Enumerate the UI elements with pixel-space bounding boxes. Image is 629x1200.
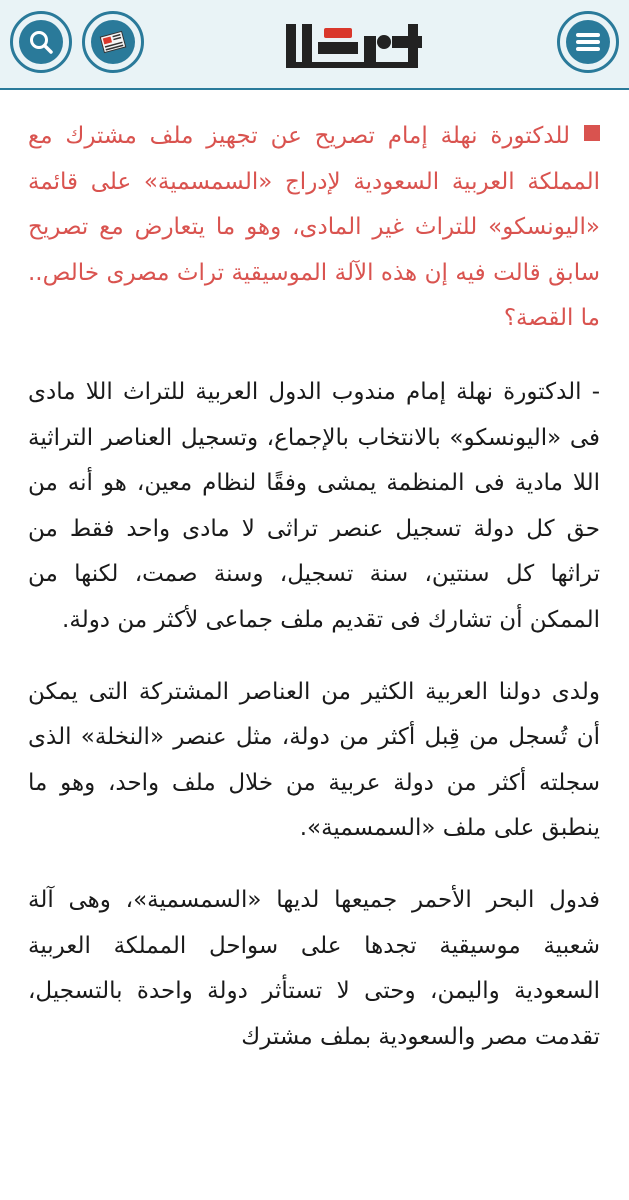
bullet-square-icon [584, 125, 600, 141]
article-paragraph-2: ولدى دولنا العربية الكثير من العناصر المشتركة التى يمكن أن تُسجل من قِبل أكثر من دولة، مثل عنصر «النخلة» الذى سجلته أكثر من دولة عربية من خلال ملف واحد، وهو ما ينطبق على ملف «السمسمية». [28, 678, 600, 842]
article-paragraph-1: - الدكتورة نهلة إمام مندوب الدول العربية للتراث اللا مادى فى «اليونسكو» بالانتخاب بالإجماع، وتسجيل العناصر التراثية اللا مادية فى المنظمة يمشى وفقًا لنظام معين، هو أنه من حق كل دولة تسجيل عنصر تراثى لا مادى واحد فقط من تراثها كل سنتين، سنة تسجيل، وسنة صمت، لكنها من الممكن أن تشارك فى تقديم ملف جماعى لأكثر من دولة. [28, 378, 600, 633]
hamburger-menu-icon [566, 20, 610, 64]
lead-text: للدكتورة نهلة إمام تصريح عن تجهيز ملف مشترك مع المملكة العربية السعودية لإدراج «السمسمية» على قائمة «اليونسكو» للتراث غير المادى، وهو ما يتعارض مع تصريح سابق قالت فيه إن هذه الآلة الموسيقية تراث مصرى خالص.. ما القصة؟ [28, 123, 600, 332]
newspaper-button[interactable] [82, 11, 144, 73]
search-button[interactable] [10, 11, 72, 73]
logo-mark [268, 14, 438, 78]
search-icon [19, 20, 63, 64]
article-paragraph-3: فدول البحر الأحمر جميعها لديها «السمسمية»، وهى آلة شعبية موسيقية تجدها على سواحل المملكة العربية السعودية واليمن، وحتى لا تستأثر دولة واحدة بالتسجيل، تقدمت مصر والسعودية بملف مشترك [28, 886, 600, 1050]
newspaper-icon [91, 20, 135, 64]
menu-button[interactable] [557, 11, 619, 73]
site-header [0, 0, 629, 90]
site-logo[interactable] [268, 14, 438, 78]
article-lead-question [28, 114, 600, 342]
article-body [28, 114, 600, 1086]
